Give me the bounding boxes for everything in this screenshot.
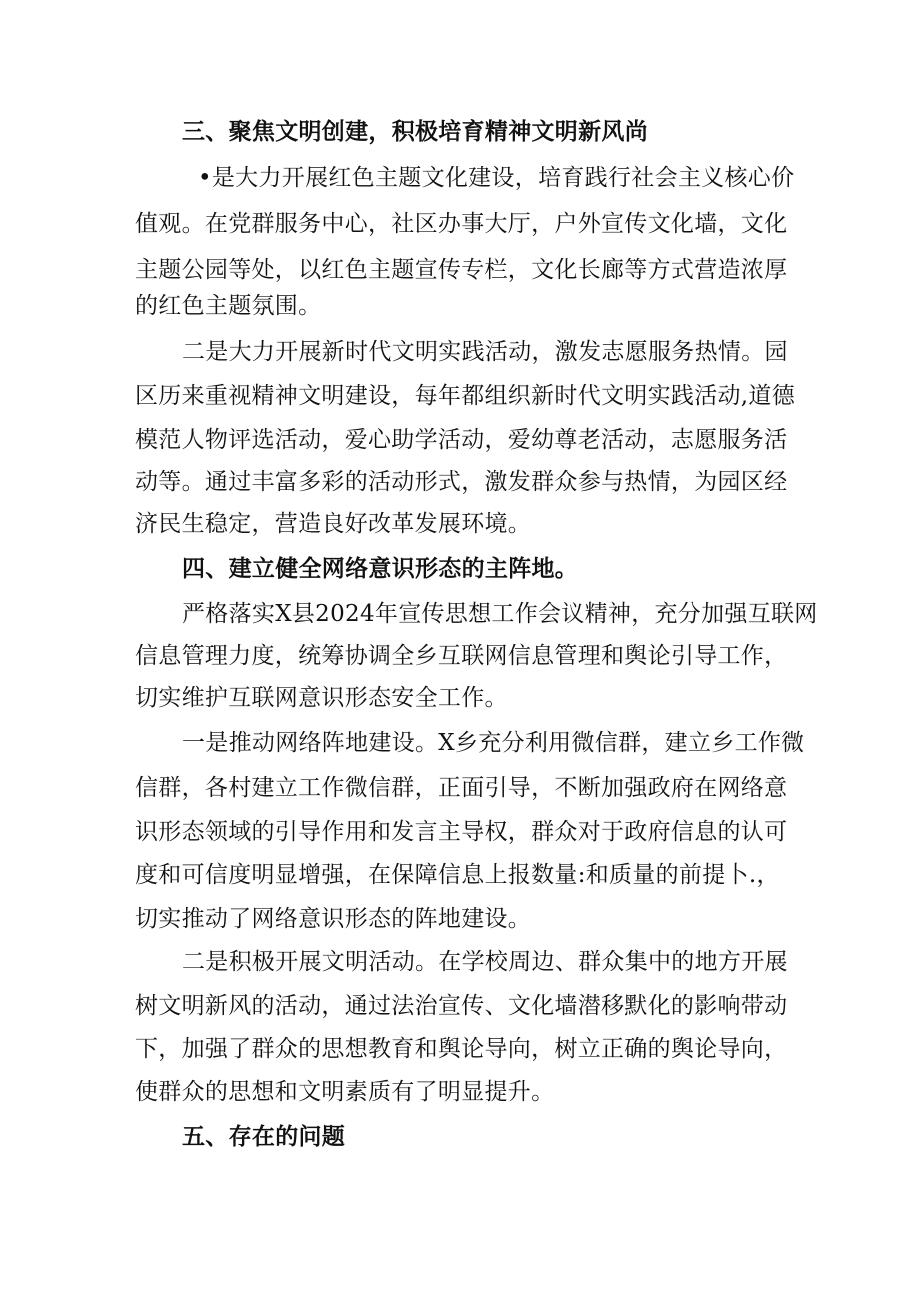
paragraph-line: 下，加强了群众的思想教育和舆论导向，树立正确的舆论导向，	[135, 1036, 788, 1062]
paragraph-line: 值观。在党群服务中心，社区办事大厅，户外宣传文化墙，文化	[135, 211, 788, 237]
paragraph-line: 度和可信度明显增强，在保障信息上报数量:和质量的前提卜.，	[135, 862, 780, 888]
paragraph-line: 动等。通过丰富多彩的活动形式，激发群众参与热情，为园区经	[135, 469, 788, 495]
paragraph-line: 切实维护互联网意识形态安全工作。	[135, 685, 508, 711]
paragraph-line: 主题公园等处，以红色主题宣传专栏，文化长廊等方式营造浓厚	[135, 257, 788, 283]
paragraph-line: 一是推动网络阵地建设。X乡充分利用微信群，建立乡工作微	[182, 730, 805, 756]
section-heading-4: 四、建立健全网络意识形态的主阵地。	[182, 556, 579, 582]
paragraph-line: 使群众的思想和文明素质有了明显提升。	[135, 1079, 555, 1105]
section-heading-3: 三、聚焦文明创建，积极培育精神文明新风尚	[182, 119, 648, 145]
paragraph-line: 识形态领域的引导作用和发言主导权，群众对于政府信息的认可	[135, 819, 788, 845]
paragraph-line: 信群，各村建立工作微信群，正面引导，不断加强政府在网络意	[135, 775, 788, 801]
paragraph-line: 信息管理力度，统筹协调全乡互联网信息管理和舆论引导工作，	[135, 643, 788, 669]
paragraph-line: 二是积极开展文明活动。在学校周边、群众集中的地方开展	[182, 949, 788, 975]
paragraph-line: 的红色主题氛围。	[135, 293, 322, 319]
paragraph-line: •是大力开展红色主题文化建设，培育践行社会主义核心价	[198, 165, 795, 191]
paragraph-line: 模范人物评选活动，爱心助学活动，爱幼尊老活动，志愿服务活	[135, 427, 788, 453]
paragraph-line: 区历来重视精神文明建设，每年都组织新时代文明实践活动,道德	[135, 383, 796, 409]
paragraph-line: 树文明新风的活动，通过法治宣传、文化墙潜移默化的影响带动	[135, 993, 788, 1019]
paragraph-line: 切实推动了网络意识形态的阵地建设。	[135, 906, 532, 932]
section-heading-5: 五、存在的问题	[182, 1124, 346, 1150]
paragraph-line: 济民生稳定，营造良好改革发展环境。	[135, 511, 532, 537]
paragraph-line: 二是大力开展新时代文明实践活动，激发志愿服务热情。园	[182, 339, 788, 365]
paragraph-line: 严格落实X县2024年宣传思想工作会议精神，充分加强互联网	[182, 601, 818, 627]
